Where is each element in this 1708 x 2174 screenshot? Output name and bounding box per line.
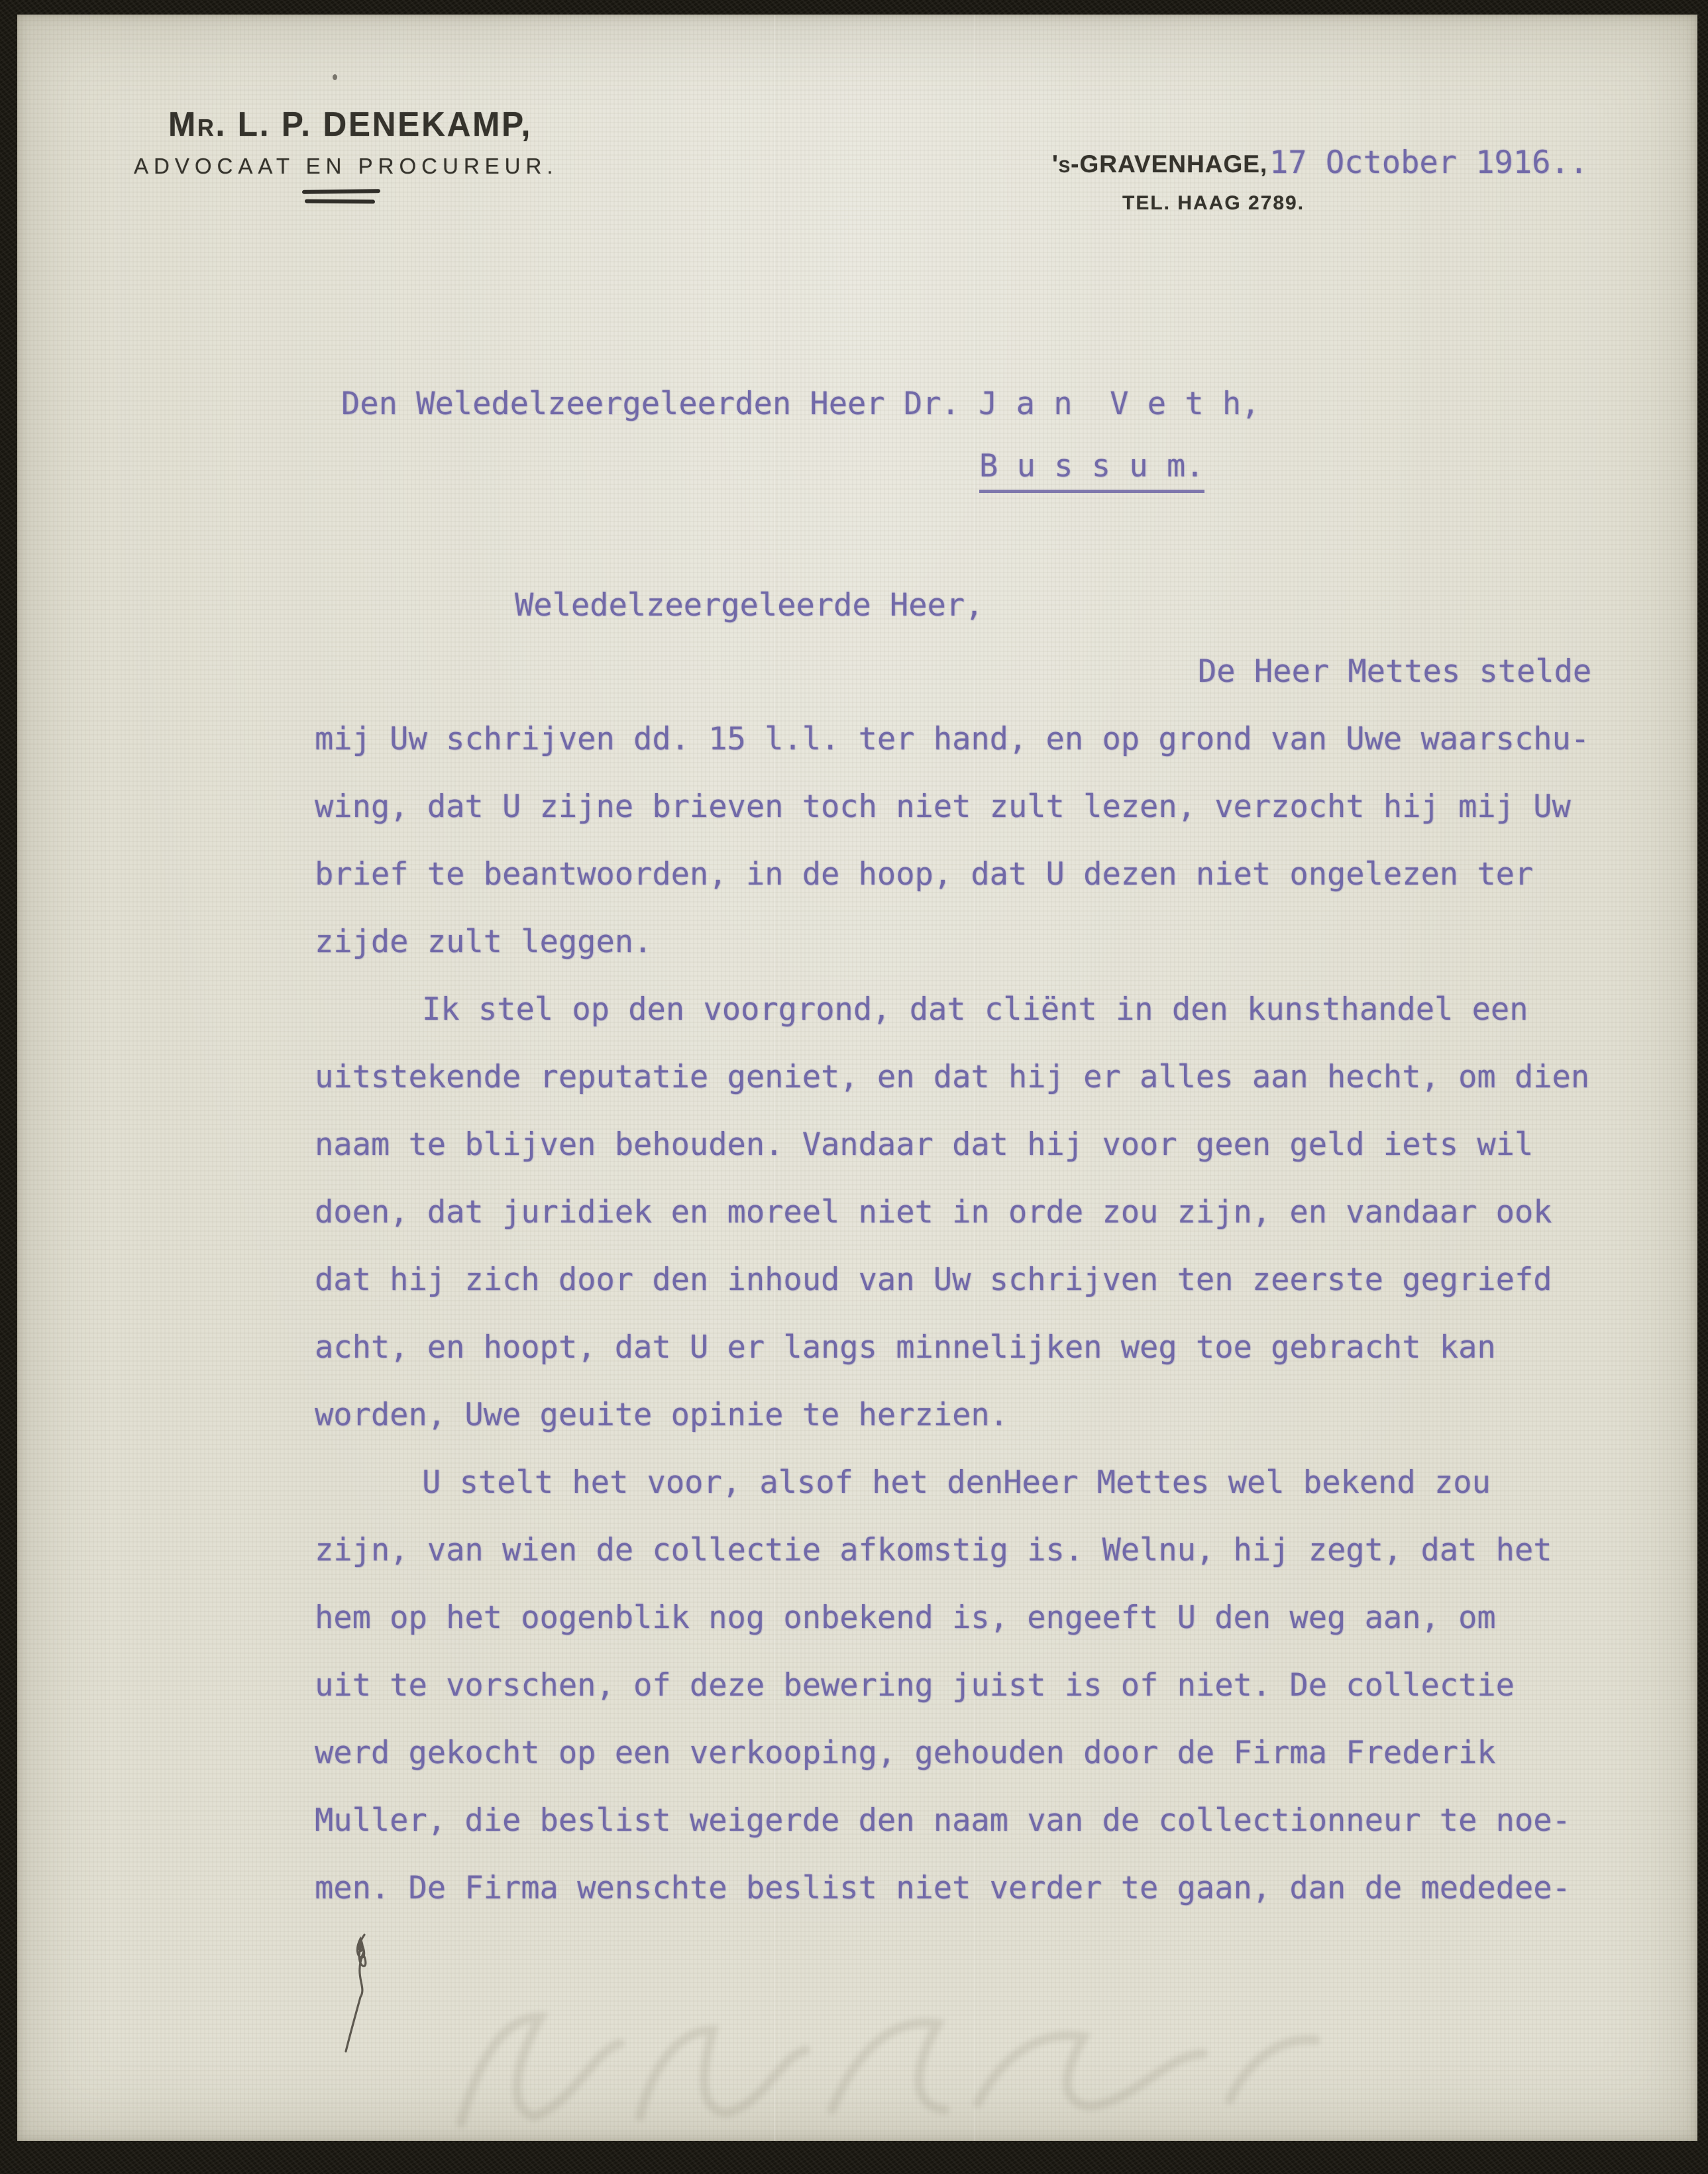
ink-speck <box>333 74 337 80</box>
letter-body-line: wing, dat U zijne brieven toch niet zult lezen, verzocht hij mij Uw <box>315 788 1571 825</box>
letterhead-rule-mark <box>302 190 380 209</box>
salutation: Weledelzeergeleerde Heer, <box>515 587 984 624</box>
letter-body-line: mij Uw schrijven dd. 15 l.l. ter hand, en op grond van Uwe waarschu- <box>315 721 1590 757</box>
letter-body-line: men. De Firma wenschte beslist niet verder te gaan, dan de mededee- <box>315 1870 1571 1906</box>
letterhead-title: ADVOCAAT EN PROCUREUR. <box>134 154 559 178</box>
letter-body-line: brief te beantwoorden, in de hoop, dat U dezen niet ongelezen ter <box>315 856 1534 893</box>
letter-body-line: zijn, van wien de collectie afkomstig is. Welnu, hij zegt, dat het <box>315 1532 1552 1568</box>
recipient-city-underlined: B u s s u m. <box>979 448 1204 493</box>
letter-body-line: hem op het oogenblik nog onbekend is, engeeft U den weg aan, om <box>315 1600 1496 1636</box>
pen-flourish-mark <box>334 1931 407 2057</box>
letter-body-line: doen, dat juridiek en moreel niet in orde zou zijn, en vandaar ook <box>315 1194 1552 1230</box>
letter-body-line: uit te vorschen, of deze bewering juist is of niet. De collectie <box>315 1667 1515 1704</box>
letter-body-line: uitstekende reputatie geniet, en dat hij er alles aan hecht, om dien <box>315 1059 1590 1095</box>
letter-body-line: worden, Uwe geuite opinie te herzien. <box>315 1397 1008 1433</box>
letter-body-line: acht, en hoopt, dat U er langs minnelijken weg toe gebracht kan <box>315 1329 1496 1366</box>
letter-paper <box>17 15 1697 2141</box>
letterhead-name: Mr. L. P. DENEKAMP, <box>168 105 533 144</box>
letter-body-line: Muller, die beslist weigerde den naam van de collectionneur te noe- <box>315 1802 1571 1839</box>
letter-body-line: Ik stel op den voorgrond, dat cliënt in den kunsthandel een <box>422 991 1528 1028</box>
letter-body-line: dat hij zich door den inhoud van Uw schrijven ten zeerste gegriefd <box>315 1262 1552 1298</box>
recipient-line: Den Weledelzeergeleerden Heer Dr. J a n V e t h, <box>341 386 1260 422</box>
letter-body-line: zijde zult leggen. <box>315 924 653 960</box>
letter-body-line: werd gekocht op een verkooping, gehouden door de Firma Frederik <box>315 1735 1496 1771</box>
letter-body-line: naam te blijven behouden. Vandaar dat hij voor geen geld iets wil <box>315 1126 1534 1163</box>
letterhead-city: 's-GRAVENHAGE, <box>1052 150 1268 178</box>
paper-watermark <box>421 1971 1349 2156</box>
opening-line: De Heer Mettes stelde <box>1198 653 1592 690</box>
letter-date: 17 October 1916.. <box>1269 144 1589 181</box>
letter-body-line: U stelt het voor, alsof het denHeer Mettes wel bekend zou <box>422 1464 1491 1501</box>
letterhead-phone: TEL. HAAG 2789. <box>1122 192 1305 214</box>
letter-body <box>315 721 1646 1937</box>
